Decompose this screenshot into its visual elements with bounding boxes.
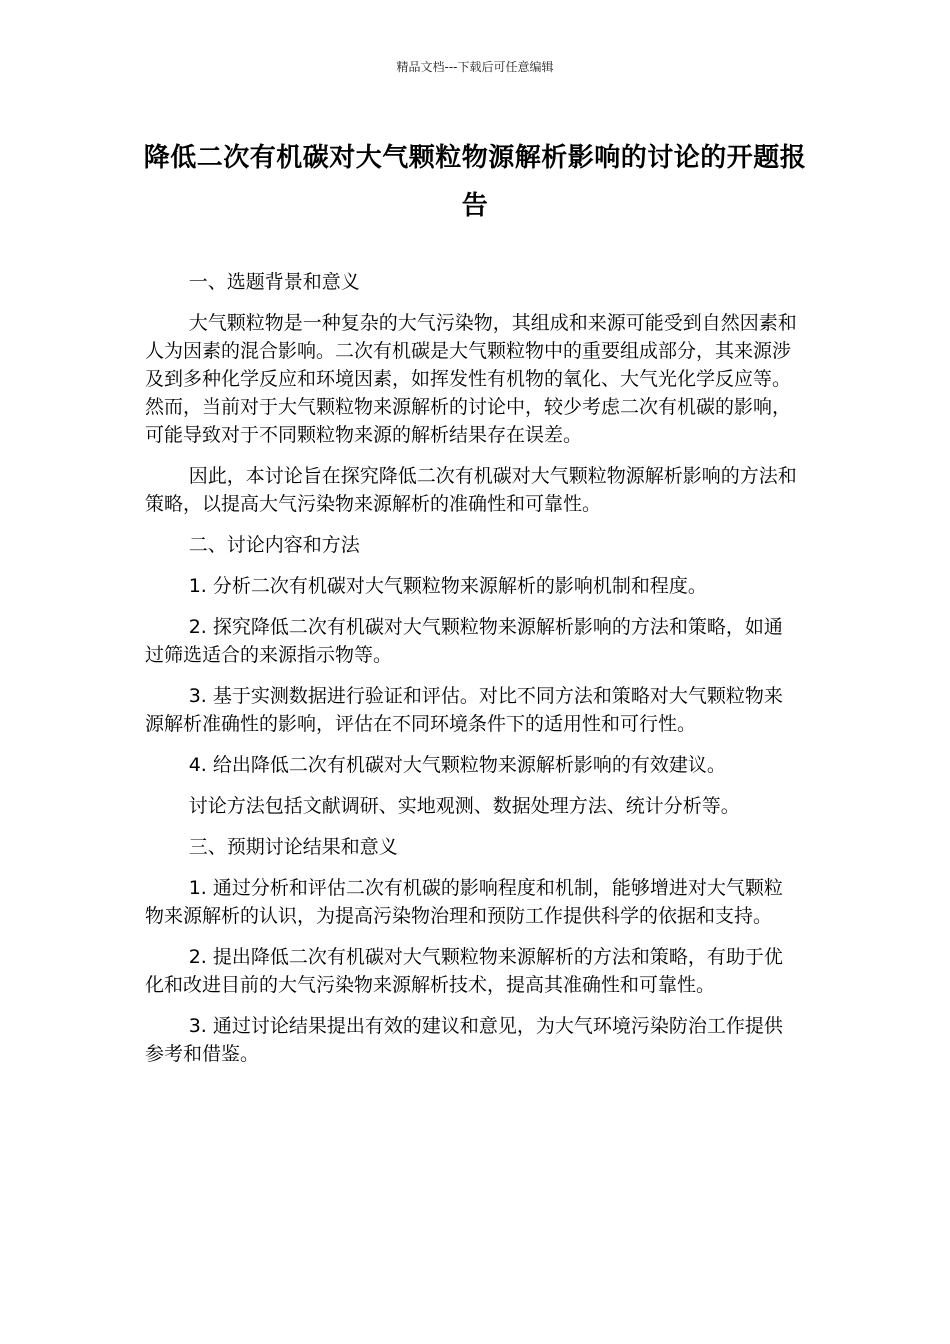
document-title: 降低二次有机碳对大气颗粒物源解析影响的讨论的开题报告 bbox=[143, 143, 807, 221]
list-item: 3. 基于实测数据进行验证和评估。对比不同方法和策略对大气颗粒物来源解析准确性的影响，评估在不同环境条件下的适用性和可行性。 bbox=[145, 685, 783, 735]
list-item: 2. 探究降低二次有机碳对大气颗粒物来源解析影响的方法和策略，如通过筛选适合的来源指示物等。 bbox=[145, 616, 783, 666]
list-item: 1. 通过分析和评估二次有机碳的影响程度和机制，能够增进对大气颗粒物来源解析的认识，为提高污染物治理和预防工作提供科学的依据和支持。 bbox=[145, 877, 783, 927]
document-body bbox=[145, 268, 800, 1081]
paragraph-methods: 讨论方法包括文献调研、实地观测、数据处理方法、统计分析等。 bbox=[188, 795, 740, 817]
section-heading-expected: 三、预期讨论结果和意义 bbox=[188, 836, 398, 858]
list-item: 3. 通过讨论结果提出有效的建议和意见，为大气环境污染防治工作提供参考和借鉴。 bbox=[145, 1015, 783, 1065]
paragraph-purpose: 因此，本讨论旨在探究降低二次有机碳对大气颗粒物源解析影响的方法和策略，以提高大气污染物来源解析的准确性和可靠性。 bbox=[145, 465, 797, 515]
section-heading-background: 一、选题背景和意义 bbox=[188, 271, 360, 293]
page-header: 精品文档---下载后可任意编辑 bbox=[396, 60, 554, 74]
list-item: 4. 给出降低二次有机碳对大气颗粒物来源解析影响的有效建议。 bbox=[188, 754, 726, 776]
section-heading-content: 二、讨论内容和方法 bbox=[188, 534, 360, 556]
list-item: 1. 分析二次有机碳对大气颗粒物来源解析的影响机制和程度。 bbox=[188, 575, 707, 597]
paragraph-background: 大气颗粒物是一种复杂的大气污染物，其组成和来源可能受到自然因素和人为因素的混合影响。二次有机碳是大气颗粒物中的重要组成部分，其来源涉及到多种化学反应和环境因素，如挥发性有机物的氧化、大气光化学反应等。然而，当前对于大气颗粒物来源解析的讨论中，较少考虑二次有机碳的影响，可能导致对于不同颗粒物来源的解析结果存在误差。 bbox=[145, 312, 797, 446]
list-item: 2. 提出降低二次有机碳对大气颗粒物来源解析的方法和策略，有助于优化和改进目前的大气污染物来源解析技术，提高其准确性和可靠性。 bbox=[145, 946, 783, 996]
